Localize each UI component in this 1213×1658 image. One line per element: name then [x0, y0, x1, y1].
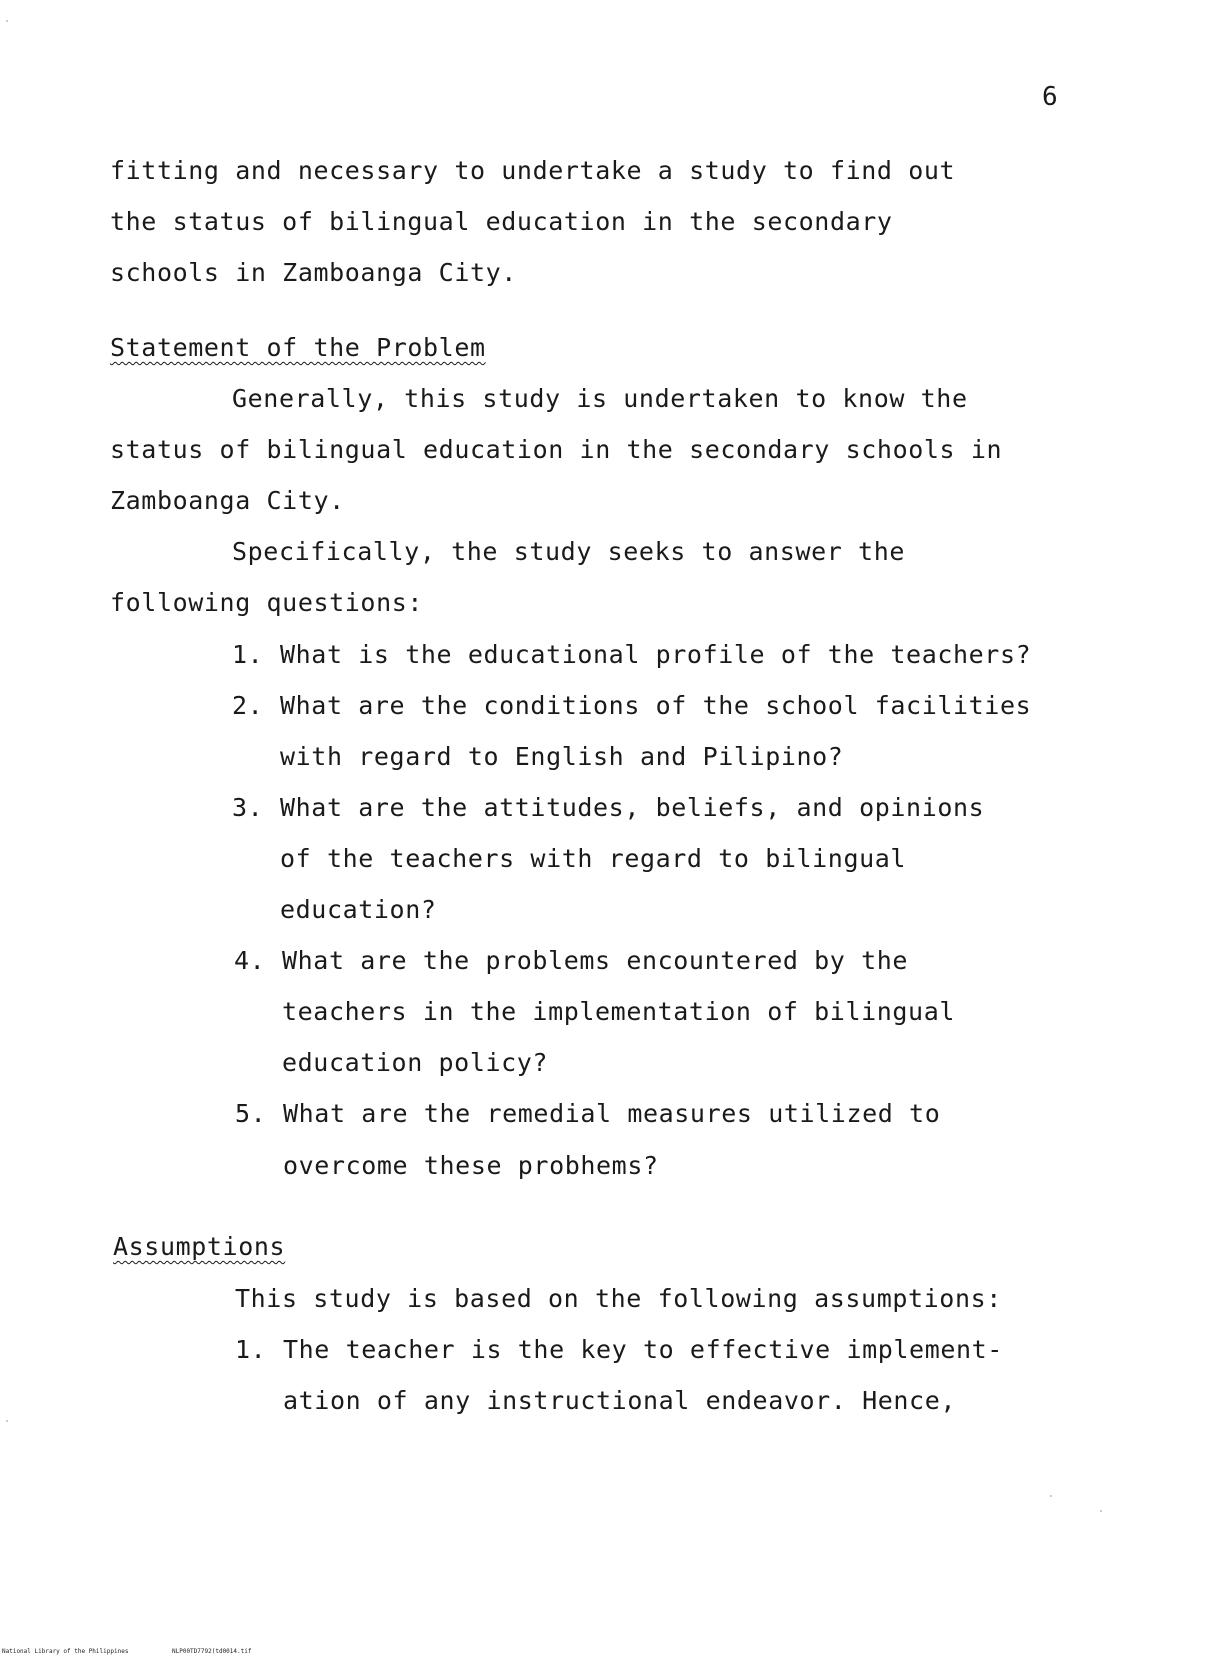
question-line: What are the problems encountered by the [282, 946, 909, 975]
question-number: 4. [234, 946, 266, 975]
question-number: 5. [235, 1099, 267, 1128]
specific-line: following questions: [110, 588, 424, 617]
scan-speck [1050, 1495, 1052, 1497]
intro-line: schools in Zamboanga City. [110, 258, 517, 287]
statement-heading: Statement of the Problem [110, 333, 486, 362]
general-line: Zamboanga City. [110, 486, 345, 515]
question-number: 1. [232, 640, 264, 669]
footer-file-id: NLP00TD7792(td0014.tif [172, 1648, 252, 1655]
footer-library: National Library of the Philippines [2, 1648, 129, 1655]
assumptions-intro: This study is based on the following assumptions: [235, 1284, 1002, 1313]
question-number: 3. [232, 793, 264, 822]
question-line: education policy? [282, 1048, 549, 1077]
scan-speck [6, 20, 8, 22]
question-line: overcome these probhems? [283, 1151, 659, 1180]
question-line: What are the remedial measures utilized to [283, 1099, 941, 1128]
question-line: with regard to English and Pilipino? [280, 742, 844, 771]
specific-line: Specifically, the study seeks to answer the [232, 537, 906, 566]
general-line: Generally, this study is undertaken to know the [232, 384, 968, 413]
page-number: 6 [1042, 82, 1058, 112]
question-line: What is the educational profile of the teachers? [280, 640, 1032, 669]
question-line: education? [280, 895, 437, 924]
scan-speck [6, 1420, 8, 1422]
question-line: of the teachers with regard to bilingual [280, 844, 907, 873]
scan-speck [1100, 1510, 1102, 1512]
question-line: What are the conditions of the school facilities [280, 691, 1032, 720]
question-number: 2. [232, 691, 264, 720]
assumption-line: The teacher is the key to effective implement- [283, 1335, 1003, 1364]
question-line: What are the attitudes, beliefs, and opinions [280, 793, 985, 822]
assumptions-heading: Assumptions [113, 1232, 286, 1261]
general-line: status of bilingual education in the secondary schools in [110, 435, 1003, 464]
assumption-line: ation of any instructional endeavor. Hence, [283, 1386, 957, 1415]
intro-line: fitting and necessary to undertake a study to find out [110, 156, 956, 185]
question-line: teachers in the implementation of bilingual [282, 997, 956, 1026]
assumption-number: 1. [235, 1335, 267, 1364]
intro-line: the status of bilingual education in the secondary [110, 207, 893, 236]
